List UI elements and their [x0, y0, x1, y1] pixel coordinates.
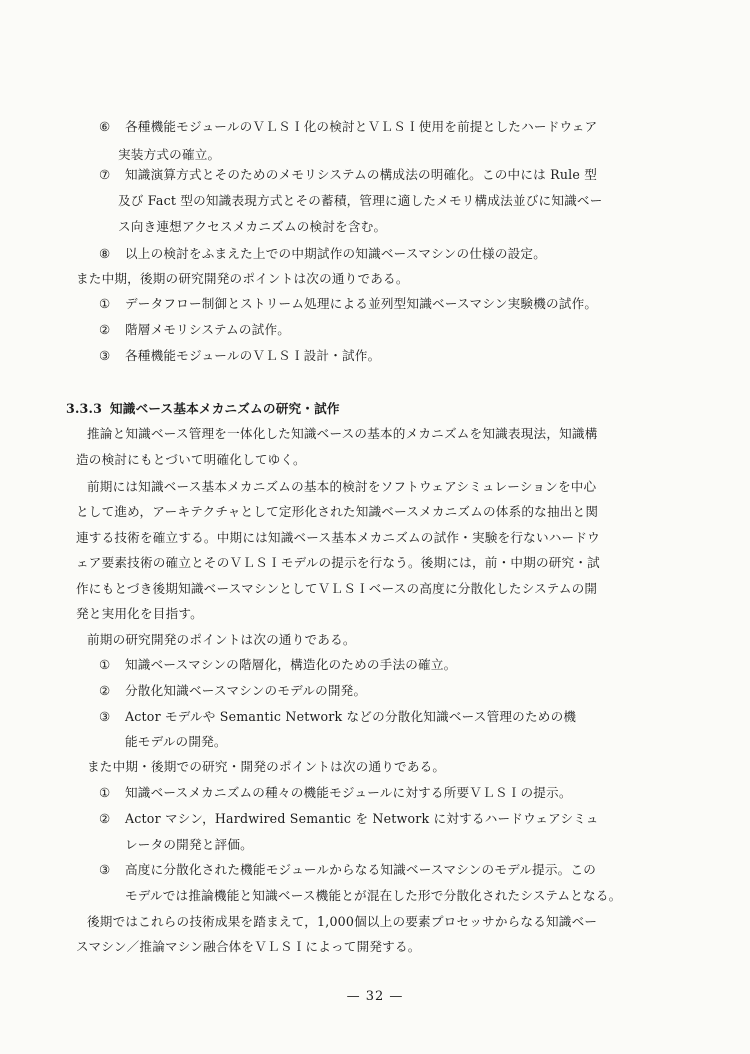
early-item-2: ② 分散化知識ベースマシンのモデルの開発。 — [99, 683, 367, 698]
early-intro: 前期の研究開発のポイントは次の通りである。 — [87, 632, 356, 647]
para2-line-3: 連する技術を確立する。中期には知識ベース基本メカニズムの試作・実験を行ないハードウ — [76, 530, 600, 545]
conclusion-line-2: スマシン／推論マシン融合体をＶＬＳＩによって開発する。 — [76, 939, 421, 954]
item-7-line-3: ス向き連想アクセスメカニズムの検討を含む。 — [118, 219, 387, 234]
item-7-line-1: ⑦ 知識演算方式とそのためのメモリシステムの構成法の明確化。この中には Rule 型 — [99, 167, 598, 182]
conclusion-line-1: 後期ではこれらの技術成果を踏まえて，1,000個以上の要素プロセッサからなる知識ベー — [87, 914, 598, 929]
item-number: ⑧ — [99, 246, 111, 261]
page-number: — 32 — — [346, 989, 404, 1004]
late-item-3-line-2: モデルでは推論機能と知識ベース機能とが混在した形で分散化されたシステムとなる。 — [125, 888, 622, 903]
para2-line-5: 作にもとづき後期知識ベースマシンとしてＶＬＳＩベースの高度に分散化したシステムの開 — [76, 581, 598, 596]
late-item-3-line-1: ③ 高度に分散化された機能モジュールからなる知識ベースマシンのモデル提示。この — [99, 862, 597, 877]
item-number: ⑥ — [99, 119, 111, 134]
early-item-1: ① 知識ベースマシンの階層化，構造化のための手法の確立。 — [99, 657, 457, 672]
late-item-1: ① 知識ベースメカニズムの種々の機能モジュールに対する所要ＶＬＳＩの提示。 — [99, 785, 572, 800]
para1-line-2: 造の検討にもとづいて明確化してゆく。 — [76, 452, 306, 467]
para2-line-1: 前期には知識ベース基本メカニズムの基本的検討をソフトウェアシミュレーションを中心 — [87, 479, 597, 494]
item-6-line-2: 実装方式の確立。 — [118, 147, 221, 162]
para2-line-4: ェア要素技術の確立とそのＶＬＳＩモデルの提示を行なう。後期には，前・中期の研究・試 — [76, 555, 600, 570]
late-item-2-line-2: レータの開発と評価。 — [125, 837, 253, 852]
early-item-3-line-1: ③ Actor モデルや Semantic Network などの分散化知識ベース管理のための機 — [99, 709, 577, 724]
section-title: 知識ベース基本メカニズムの研究・試作 — [110, 401, 340, 416]
item-number: ⑦ — [99, 167, 111, 182]
section-heading — [66, 400, 340, 418]
para2-line-2: として進め，アーキテクチャとして定形化された知識ベースメカニズムの体系的な抽出と関 — [76, 504, 599, 519]
late-intro: また中期・後期での研究・開発のポイントは次の通りである。 — [87, 759, 446, 774]
late-item-2-line-1: ② Actor マシン，Hardwired Semantic を Network に対するハードウェアシミュ — [99, 811, 599, 826]
mid-item-1: ① データフロー制御とストリーム処理による並列型知識ベースマシン実験機の試作。 — [99, 296, 598, 311]
section-number: 3.3.3 — [66, 401, 103, 416]
early-item-3-line-2: 能モデルの開発。 — [125, 734, 227, 749]
mid-item-3: ③ 各種機能モジュールのＶＬＳＩ設計・試作。 — [99, 348, 381, 363]
item-7-line-2: 及び Fact 型の知識表現方式とその蓄積，管理に適したメモリ構成法並びに知識ベー — [118, 193, 603, 208]
item-8-line-1: ⑧ 以上の検討をふまえた上での中期試作の知識ベースマシンの仕様の設定。 — [99, 246, 546, 261]
para2-line-6: 発と実用化を目指す。 — [76, 606, 203, 621]
mid-item-2: ② 階層メモリシステムの試作。 — [99, 322, 291, 337]
mid-intro: また中期，後期の研究開発のポイントは次の通りである。 — [76, 271, 409, 286]
item-6-line-1: ⑥ 各種機能モジュールのＶＬＳＩ化の検討とＶＬＳＩ使用を前提としたハードウェア — [99, 119, 598, 134]
para1-line-1: 推論と知識ベース管理を一体化した知識ベースの基本的メカニズムを知識表現法，知識構 — [87, 426, 598, 441]
